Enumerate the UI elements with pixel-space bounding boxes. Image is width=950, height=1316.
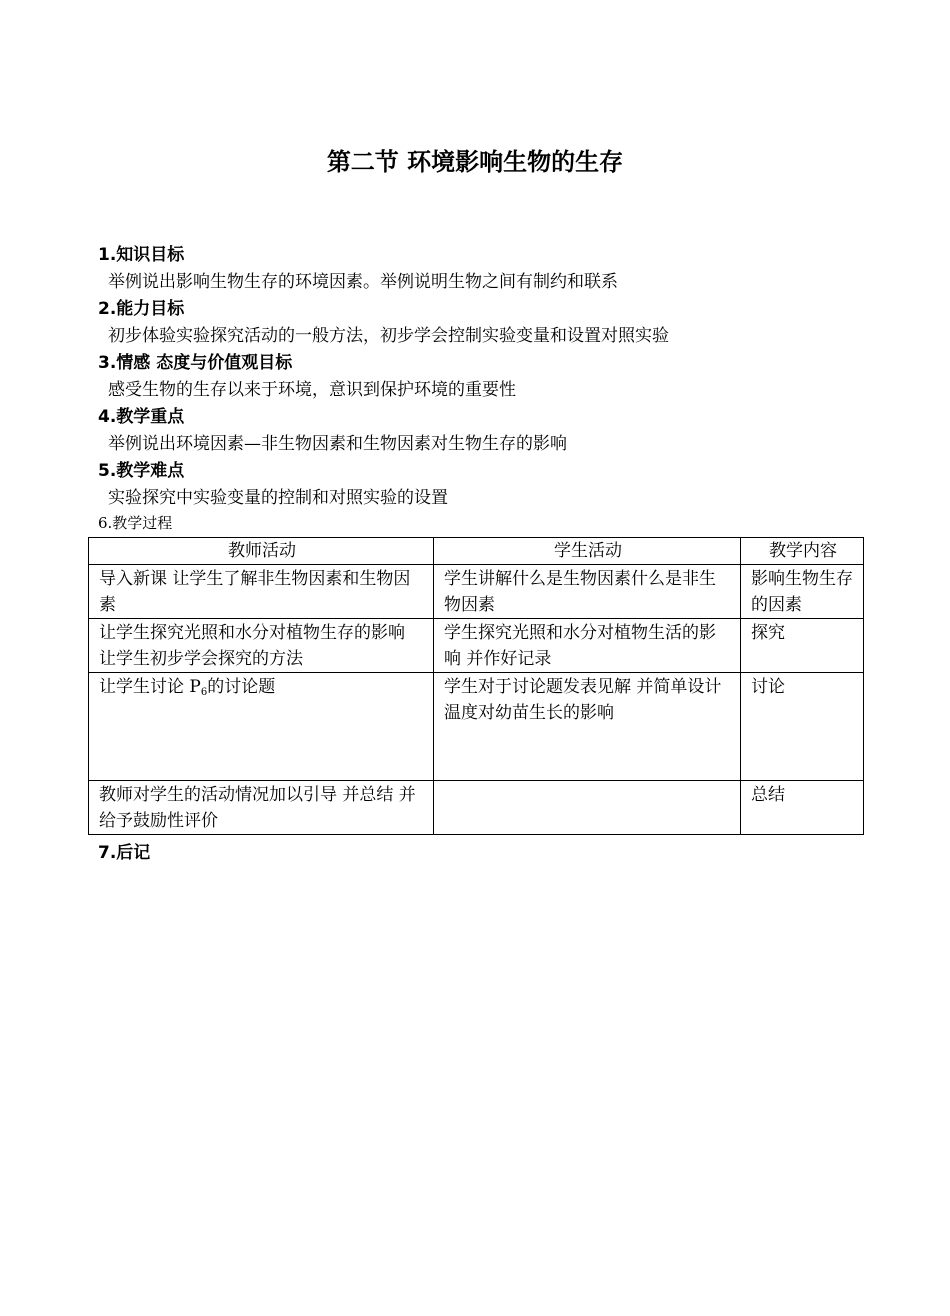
- section-heading-difficulty: 5.教学难点: [98, 461, 185, 481]
- content-cell: 讨论: [741, 673, 864, 781]
- content-cell: 影响生物生存的因素: [741, 565, 864, 619]
- page-title: 第二节 环境影响生物的生存: [326, 148, 624, 176]
- section-heading-ability: 2.能力目标: [98, 299, 185, 319]
- student-cell: 学生对于讨论题发表见解 并简单设计 温度对幼苗生长的影响: [434, 673, 741, 781]
- section-body-key-point: 举例说出环境因素—非生物因素和生物因素对生物生存的影响: [108, 434, 567, 454]
- teacher-cell: 教师对学生的活动情况加以引导 并总结 并给予鼓励性评价: [89, 781, 434, 835]
- teacher-cell-text: 让学生讨论 P: [99, 677, 201, 697]
- table-row: [89, 673, 864, 781]
- table-row: [89, 781, 864, 835]
- content-cell: 探究: [741, 619, 864, 673]
- student-cell: 学生探究光照和水分对植物生活的影响 并作好记录: [434, 619, 741, 673]
- teacher-cell-text-tail: 的讨论题: [207, 677, 276, 697]
- table-row: [89, 619, 864, 673]
- section-heading-emotion: 3.情感 态度与价值观目标: [98, 353, 293, 373]
- page-subscript: 6: [200, 687, 208, 698]
- teacher-cell: 让学生探究光照和水分对植物生存的影响 让学生初步学会探究的方法: [89, 619, 434, 673]
- teaching-process-table: [88, 537, 864, 835]
- table-header-row: [89, 538, 864, 565]
- header-student-activity: 学生活动: [434, 538, 741, 565]
- header-teacher-activity: 教师活动: [89, 538, 434, 565]
- afterword-heading: 7.后记: [98, 843, 151, 863]
- section-heading-knowledge: 1.知识目标: [98, 245, 185, 265]
- student-cell: [434, 781, 741, 835]
- content-cell: 总结: [741, 781, 864, 835]
- objectives-list: [98, 242, 878, 512]
- process-label: 6.教学过程: [98, 514, 173, 532]
- table-row: [89, 565, 864, 619]
- section-body-knowledge: 举例说出影响生物生存的环境因素。举例说明生物之间有制约和联系: [108, 272, 618, 292]
- teacher-cell: [89, 673, 434, 781]
- teacher-cell: 导入新课 让学生了解非生物因素和生物因素: [89, 565, 434, 619]
- header-teaching-content: 教学内容: [741, 538, 864, 565]
- section-body-emotion: 感受生物的生存以来于环境，意识到保护环境的重要性: [108, 380, 516, 400]
- section-body-difficulty: 实验探究中实验变量的控制和对照实验的设置: [108, 488, 448, 508]
- student-cell: 学生讲解什么是生物因素什么是非生物因素: [434, 565, 741, 619]
- section-body-ability: 初步体验实验探究活动的一般方法，初步学会控制实验变量和设置对照实验: [108, 326, 669, 346]
- section-heading-key-point: 4.教学重点: [98, 407, 185, 427]
